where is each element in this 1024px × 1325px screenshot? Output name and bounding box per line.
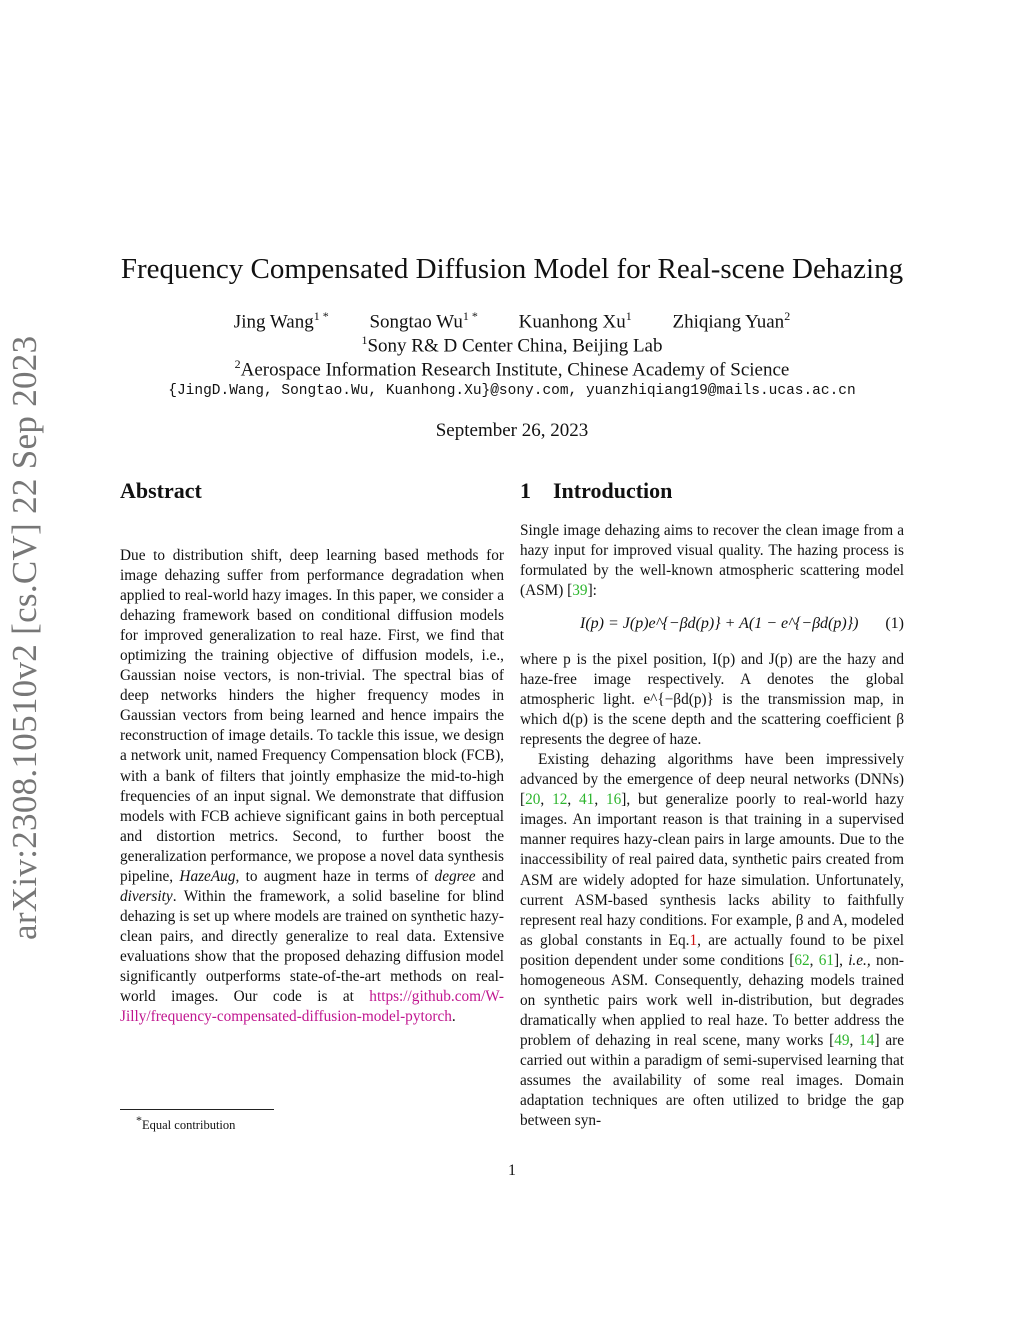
introduction-heading: 1 Introduction — [520, 478, 673, 503]
abstract-heading: Abstract — [120, 478, 202, 503]
equation-ref-link[interactable]: 1 — [689, 931, 698, 949]
citation-link[interactable]: 20 — [525, 791, 541, 809]
equation-body: I(p) = J(p)e^{−βd(p)} + A(1 − e^{−βd(p)}) — [580, 615, 859, 632]
intro-paragraph-3: Existing dehazing algorithms have been impressively advanced by the emergence of deep neural networks (DNNs) [20, 12, 41, 16], but generalize poorly to real-world hazy images. An important reason is that training in a supervised manner requires hazy-clean pairs in large amounts. Due to the inaccessibility of real paired data, synthetic pairs created from ASM are widely adopted for haze simulation. Unfortunately, current ASM-based synthesis lacks ability to faithfully represent real hazy conditions. For example, β and A, modeled as global constants in Eq.1, are actually found to be pixel position dependent under some conditions [62, 61], i.e., non-homogeneous ASM. Consequently, dehazing models trained on synthetic pairs work well in-distribution, but degrades dramatically when applied to real haze. To better address the problem of dehazing in real scene, many works [49, 14] are carried out within a paradigm of semi-supervised learning that assumes the availability of some real images. Domain adaptation techniques are often utilized to bridge the gap between syn- — [520, 751, 905, 1130]
citation-link[interactable]: 49 — [834, 1031, 850, 1049]
affiliation-2: $^2$Aerospace Information Research Institute, Chinese Academy of Science — [234, 357, 790, 381]
paper-title: Frequency Compensated Diffusion Model for Real-scene Dehazing — [120, 253, 904, 285]
citation-link[interactable]: 39 — [572, 582, 588, 600]
footnote-rule — [120, 1109, 274, 1110]
author: Songtao $Wu^{1 *}$ — [369, 309, 478, 333]
equation-1 — [520, 613, 904, 639]
citation-link[interactable]: 12 — [552, 791, 568, 809]
author: Kuanhong Xu$^1$ — [518, 309, 632, 333]
author: Jing Wang$^{1 *}$ — [233, 309, 329, 333]
equation-number: (1) — [885, 615, 904, 632]
citation-link[interactable]: 16 — [605, 791, 622, 809]
author-list — [0, 309, 1024, 333]
intro-paragraph-2: where p is the pixel position, I(p) and J(p) are the hazy and haze-free image respectively. A denotes the global atmospheric light. e^{−βd(p)} is the transmission map, in which d(p) is the scene depth and the scattering coefficient β represents the degree of haze. — [520, 651, 904, 749]
arxiv-sidebar-stamp: arXiv:2308.10510v2 [cs.CV] 22 Sep 2023 — [5, 335, 44, 940]
author-emails: {JingD.Wang, Songtao.Wu, Kuanhong.Xu}@sony.com, yuanzhiqiang19@mails.ucas.ac.cn — [168, 383, 856, 399]
citation-link[interactable]: 14 — [859, 1031, 875, 1049]
intro-body — [520, 650, 904, 1131]
code-repository-link[interactable]: https://github.com/W-Jilly/frequency-compensated-diffusion-model-pytorch — [120, 988, 504, 1026]
affiliation-1: $^1$Sony R& D Center China, Beijing Lab — [361, 333, 663, 357]
author: Zhiqiang Yuan$^2$ — [672, 309, 791, 333]
intro-paragraph-1: Single image dehazing aims to recover the clean image from a hazy input for improved visual quality. The hazing process is formulated by the well-known atmospheric scattering model (ASM) [39]: — [520, 522, 904, 600]
paper-date: September 26, 2023 — [435, 420, 589, 441]
abstract-body: Due to distribution shift, deep learning based methods for image dehazing suffer from performance degradation when applied to real-world hazy images. In this paper, we consider a dehazing framework based on conditional diffusion models for improved generalization to real haze. First, we find that optimizing the training objective of diffusion models, i.e., Gaussian noise vectors, is non-trivial. The spectral bias of deep networks hinders the higher frequency modes in Gaussian vectors from being learned and hence impairs the reconstruction of image details. To tackle this issue, we design a network unit, named Frequency Compensation block (FCB), with a bank of filters that jointly emphasize the mid-to-high frequencies of an input signal. We demonstrate that diffusion models with FCB achieve significant gains in both perceptual and distortion metrics. Second, to further boost the generalization performance, we propose a novel data synthesis pipeline, HazeAug, to augment haze in terms of degree and diversity. Within the framework, a solid baseline for blind dehazing is set up where models are trained on synthetic hazy-clean pairs, and directly generalize to real data. Extensive evaluations show that the proposed dehazing diffusion model significantly outperforms state-of-the-art methods on real-world images. Our code is at https://github.com/W-Jilly/frequency-compensated-diffusion-model-pytorch. — [120, 547, 504, 1026]
citation-link[interactable]: 41 — [579, 791, 595, 809]
page-number: 1 — [508, 1162, 516, 1179]
footnote: *Equal contribution — [136, 1113, 236, 1133]
citation-link[interactable]: 62 — [794, 951, 810, 969]
citation-link[interactable]: 61 — [818, 951, 835, 969]
